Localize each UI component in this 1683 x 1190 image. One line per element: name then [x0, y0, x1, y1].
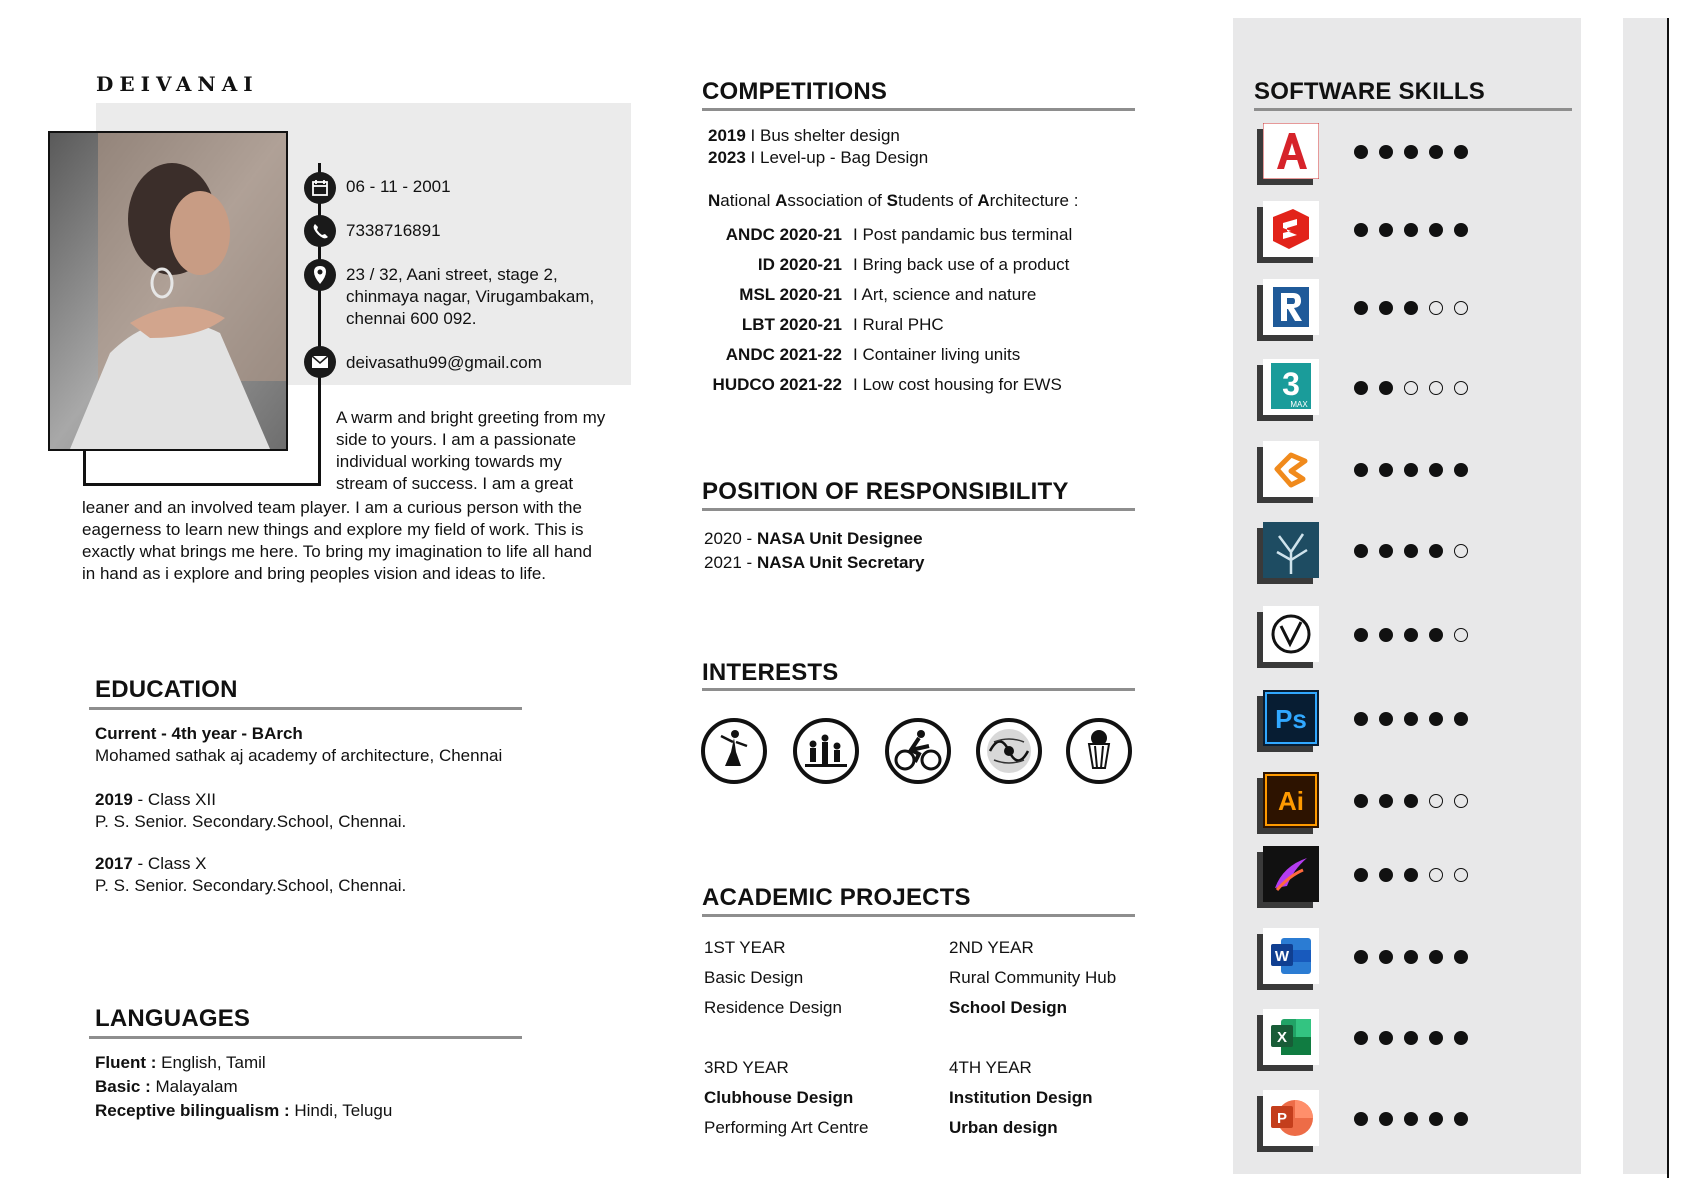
- nasa-entry: I Low cost housing for EWS: [853, 375, 1062, 394]
- rating-dot-filled: [1354, 1031, 1368, 1045]
- rating-dot-filled: [1454, 463, 1468, 477]
- procreate-icon: [1257, 846, 1319, 904]
- phone-icon: [304, 215, 336, 247]
- location-pin-icon: [304, 259, 336, 291]
- illustrator-icon: [1257, 772, 1319, 830]
- art-pattern-icon: [976, 718, 1042, 784]
- software-rule: [1254, 108, 1572, 111]
- mail-icon: [304, 346, 336, 378]
- nasa-entry: I Post pandamic bus terminal: [853, 225, 1073, 244]
- skill-rating: [1354, 381, 1479, 397]
- skill-rating: [1354, 301, 1479, 317]
- sketchup-icon: [1257, 201, 1319, 259]
- education-title: EDUCATION: [95, 676, 238, 703]
- phone-text: 7338716891: [346, 221, 441, 240]
- rating-dot-filled: [1454, 1112, 1468, 1126]
- rating-dot-empty: [1429, 301, 1443, 315]
- about-line: in hand as i explore and bring peoples vision and ideas to life.: [82, 564, 547, 583]
- rating-dot-filled: [1429, 223, 1443, 237]
- interests-rule: [702, 688, 1135, 691]
- address-line-1: 23 / 32, Aani street, stage 2,: [346, 265, 558, 284]
- responsibility-rule: [702, 508, 1135, 511]
- rating-dot-filled: [1429, 712, 1443, 726]
- cycling-icon: [885, 718, 951, 784]
- education-2017: 2017 - Class X: [95, 854, 207, 873]
- nasa-code: HUDCO 2021-22: [712, 375, 842, 394]
- rating-dot-filled: [1354, 628, 1368, 642]
- lumion-icon: [1257, 522, 1319, 580]
- rating-dot-empty: [1454, 301, 1468, 315]
- name-heading: DEIVANAI: [96, 72, 259, 96]
- software-skill-row: [1257, 441, 1577, 505]
- rating-dot-filled: [1379, 868, 1393, 882]
- revit-icon: [1257, 279, 1319, 337]
- rating-dot-filled: [1379, 223, 1393, 237]
- competition-2023: 2023 I Level-up - Bag Design: [708, 148, 929, 167]
- rating-dot-empty: [1454, 628, 1468, 642]
- rating-dot-filled: [1404, 145, 1418, 159]
- project-year-1: 1ST YEAR: [704, 938, 786, 957]
- rating-dot-empty: [1429, 381, 1443, 395]
- software-skill-row: [1257, 359, 1577, 423]
- responsibility-2021: 2021 - NASA Unit Secretary: [704, 553, 925, 572]
- skill-rating: [1354, 794, 1479, 810]
- rating-dot-filled: [1379, 301, 1393, 315]
- education-current-heading: Current - 4th year - BArch: [95, 724, 303, 743]
- skill-rating: [1354, 1112, 1479, 1128]
- language-receptive: Receptive bilingualism : Hindi, Telugu: [95, 1101, 393, 1120]
- rating-dot-filled: [1379, 1031, 1393, 1045]
- project-item: Rural Community Hub: [949, 968, 1117, 987]
- skill-rating: [1354, 868, 1479, 884]
- photoshop-icon: [1257, 690, 1319, 748]
- software-skill-row: [1257, 201, 1577, 265]
- rating-dot-filled: [1404, 712, 1418, 726]
- rating-dot-filled: [1354, 794, 1368, 808]
- 3ds-max-icon: [1257, 359, 1319, 417]
- software-skill-row: [1257, 846, 1577, 910]
- language-basic: Basic : Malayalam: [95, 1077, 238, 1096]
- address-line-2: chinmaya nagar, Virugambakam,: [346, 287, 595, 306]
- rating-dot-filled: [1404, 794, 1418, 808]
- rating-dot-filled: [1429, 950, 1443, 964]
- skill-rating: [1354, 1031, 1479, 1047]
- rating-dot-filled: [1454, 950, 1468, 964]
- svg-text:Ps: Ps: [1275, 704, 1307, 734]
- software-skill-row: [1257, 1090, 1577, 1154]
- nasa-code: ANDC 2020-21: [725, 225, 842, 244]
- languages-rule: [89, 1036, 522, 1039]
- rating-dot-filled: [1429, 145, 1443, 159]
- project-item: Residence Design: [704, 998, 842, 1017]
- skill-rating: [1354, 145, 1479, 161]
- skill-rating: [1354, 712, 1479, 728]
- rating-dot-filled: [1379, 794, 1393, 808]
- svg-text:X: X: [1276, 1029, 1288, 1046]
- cinema-popcorn-icon: [1066, 718, 1132, 784]
- nasa-code: ANDC 2021-22: [725, 345, 842, 364]
- rating-dot-filled: [1354, 381, 1368, 395]
- education-rule: [89, 707, 522, 710]
- rating-dot-empty: [1429, 868, 1443, 882]
- powerpoint-icon: [1257, 1090, 1319, 1148]
- rating-dot-filled: [1354, 223, 1368, 237]
- rating-dot-filled: [1404, 301, 1418, 315]
- skill-rating: [1354, 223, 1479, 239]
- svg-text:W: W: [1274, 948, 1290, 965]
- rating-dot-filled: [1379, 463, 1393, 477]
- vray-icon: [1257, 606, 1319, 664]
- rating-dot-empty: [1454, 868, 1468, 882]
- project-item: Clubhouse Design: [704, 1088, 854, 1107]
- nasa-entry: I Container living units: [853, 345, 1021, 364]
- rating-dot-empty: [1429, 794, 1443, 808]
- nasa-entry: I Art, science and nature: [853, 285, 1037, 304]
- education-2019-school: P. S. Senior. Secondary.School, Chennai.: [95, 812, 407, 831]
- responsibility-2020: 2020 - NASA Unit Designee: [704, 529, 923, 548]
- people-gathering-icon: [793, 718, 859, 784]
- rating-dot-filled: [1429, 544, 1443, 558]
- rating-dot-filled: [1454, 145, 1468, 159]
- rating-dot-filled: [1354, 712, 1368, 726]
- rating-dot-filled: [1354, 868, 1368, 882]
- nasa-code: ID 2020-21: [757, 255, 842, 274]
- rating-dot-filled: [1354, 544, 1368, 558]
- edge-line: [1667, 18, 1669, 1178]
- rating-dot-filled: [1454, 1031, 1468, 1045]
- rating-dot-filled: [1379, 381, 1393, 395]
- calendar-icon: [304, 172, 336, 204]
- nasa-code: MSL 2020-21: [739, 285, 842, 304]
- software-skill-row: [1257, 690, 1577, 754]
- software-skill-row: [1257, 928, 1577, 992]
- nasa-entry: I Bring back use of a product: [853, 255, 1070, 274]
- enscape-icon: [1257, 441, 1319, 499]
- rating-dot-filled: [1379, 544, 1393, 558]
- rating-dot-empty: [1454, 544, 1468, 558]
- email-text[interactable]: deivasathu99@gmail.com: [346, 353, 542, 372]
- excel-icon: [1257, 1009, 1319, 1067]
- rating-dot-filled: [1354, 301, 1368, 315]
- competition-2019: 2019 I Bus shelter design: [708, 126, 900, 145]
- svg-text:Ai: Ai: [1278, 786, 1304, 816]
- dob-text: 06 - 11 - 2001: [346, 177, 451, 196]
- software-skill-row: [1257, 606, 1577, 670]
- skill-rating: [1354, 628, 1479, 644]
- about-line: A warm and bright greeting from my: [336, 408, 606, 427]
- competitions-title: COMPETITIONS: [702, 78, 888, 105]
- rating-dot-filled: [1404, 223, 1418, 237]
- projects-title: ACADEMIC PROJECTS: [702, 884, 971, 911]
- about-line: eagerness to learn new things and explore my field of work. This is: [82, 520, 584, 539]
- rating-dot-filled: [1454, 223, 1468, 237]
- rating-dot-filled: [1404, 544, 1418, 558]
- rating-dot-filled: [1404, 463, 1418, 477]
- skill-rating: [1354, 950, 1479, 966]
- about-line: stream of success. I am a great: [336, 474, 574, 493]
- svg-text:3: 3: [1282, 366, 1300, 402]
- software-skill-row: [1257, 279, 1577, 343]
- rating-dot-filled: [1404, 1031, 1418, 1045]
- rating-dot-filled: [1429, 1031, 1443, 1045]
- address-line-3: chennai 600 092.: [346, 309, 477, 328]
- about-line: individual working towards my: [336, 452, 562, 471]
- project-year-4: 4TH YEAR: [949, 1058, 1032, 1077]
- rating-dot-empty: [1454, 381, 1468, 395]
- software-sidebar: [1233, 18, 1581, 1174]
- portrait-image: [50, 133, 286, 449]
- software-title: SOFTWARE SKILLS: [1254, 78, 1485, 105]
- education-2017-school: P. S. Senior. Secondary.School, Chennai.: [95, 876, 407, 895]
- rating-dot-filled: [1379, 950, 1393, 964]
- rating-dot-filled: [1379, 1112, 1393, 1126]
- responsibility-title: POSITION OF RESPONSIBILITY: [702, 478, 1069, 505]
- rating-dot-filled: [1429, 1112, 1443, 1126]
- project-year-2: 2ND YEAR: [949, 938, 1034, 957]
- rating-dot-filled: [1404, 950, 1418, 964]
- word-icon: [1257, 928, 1319, 986]
- project-item: Performing Art Centre: [704, 1118, 869, 1137]
- rating-dot-empty: [1454, 794, 1468, 808]
- project-year-3: 3RD YEAR: [704, 1058, 789, 1077]
- education-current-school: Mohamed sathak aj academy of architecture, Chennai: [95, 746, 503, 765]
- autocad-icon: [1257, 123, 1319, 181]
- interests-title: INTERESTS: [702, 659, 839, 686]
- rating-dot-filled: [1454, 712, 1468, 726]
- software-skill-row: [1257, 1009, 1577, 1073]
- rating-dot-empty: [1404, 381, 1418, 395]
- rating-dot-filled: [1354, 463, 1368, 477]
- nasa-heading: National Association of Students of Architecture :: [708, 191, 1079, 210]
- rating-dot-filled: [1354, 145, 1368, 159]
- profile-photo: [48, 131, 288, 451]
- svg-text:P: P: [1276, 1110, 1288, 1127]
- about-line: exactly what brings me here. To bring my imagination to life all hand: [82, 542, 592, 561]
- rating-dot-filled: [1404, 868, 1418, 882]
- software-skill-row: [1257, 522, 1577, 586]
- project-item: Urban design: [949, 1118, 1058, 1137]
- about-line: leaner and an involved team player. I am a curious person with the: [82, 498, 582, 517]
- nasa-entry: I Rural PHC: [853, 315, 944, 334]
- nasa-code: LBT 2020-21: [741, 315, 842, 334]
- software-skill-row: [1257, 123, 1577, 187]
- rating-dot-filled: [1379, 712, 1393, 726]
- rating-dot-filled: [1404, 1112, 1418, 1126]
- rating-dot-filled: [1354, 950, 1368, 964]
- project-item: Institution Design: [949, 1088, 1093, 1107]
- rating-dot-filled: [1429, 463, 1443, 477]
- skill-rating: [1354, 463, 1479, 479]
- edge-strip: [1623, 18, 1669, 1174]
- rating-dot-filled: [1379, 145, 1393, 159]
- competitions-rule: [702, 108, 1135, 111]
- language-fluent: Fluent : English, Tamil: [95, 1053, 266, 1072]
- rating-dot-filled: [1429, 628, 1443, 642]
- project-item: School Design: [949, 998, 1068, 1017]
- skill-rating: [1354, 544, 1479, 560]
- dance-icon: [701, 718, 767, 784]
- languages-title: LANGUAGES: [95, 1005, 251, 1032]
- projects-rule: [702, 914, 1135, 917]
- rating-dot-filled: [1379, 628, 1393, 642]
- rating-dot-filled: [1354, 1112, 1368, 1126]
- rating-dot-filled: [1404, 628, 1418, 642]
- project-item: Basic Design: [704, 968, 804, 987]
- software-skill-row: [1257, 772, 1577, 836]
- about-line: side to yours. I am a passionate: [336, 430, 577, 449]
- svg-text:MAX: MAX: [1290, 400, 1308, 409]
- education-2019: 2019 - Class XII: [95, 790, 216, 809]
